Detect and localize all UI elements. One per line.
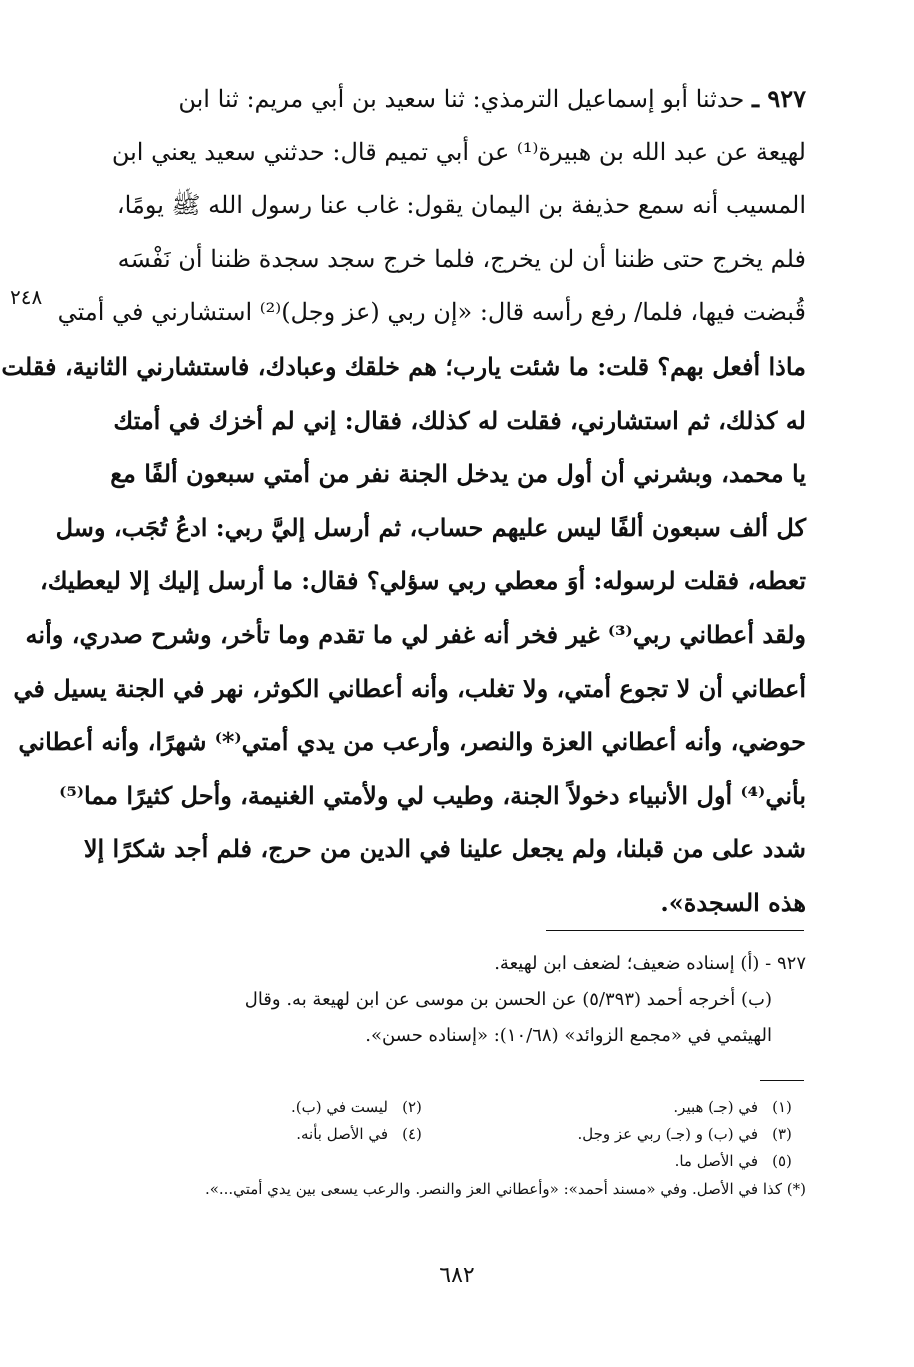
- hadith-line: المسيب أنه سمع حذيفة بن اليمان يقول: غاب عنا رسول الله ﷺ يومًا،: [116, 191, 806, 220]
- footnotes: [66, 1094, 806, 1203]
- hadith-line-text: حدثنا أبو إسماعيل الترمذي: ثنا سعيد بن أبي مريم: ثنا ابن: [178, 85, 745, 113]
- hadith-line: هذه السجدة».: [660, 887, 806, 917]
- hadith-line: بأني⁽⁴⁾ أول الأنبياء دخولاً الجنة، وطيب لي ولأمتي الغنيمة، وأحل كثيرًا مما⁽⁵⁾: [59, 780, 806, 810]
- hadith-line: شدد على من قبلنا، ولم يجعل علينا في الدين من حرج، فلم أجد شكرًا إلا: [83, 834, 806, 864]
- hadith-line: له كذلك، ثم استشارني، فقلت له كذلك، فقال: إني لم أخزك في أمتك: [113, 405, 806, 435]
- hadith-line: فلم يخرج حتى ظننا أن لن يخرج، فلما خرج سجد سجدة ظننا أن نَفْسَه: [117, 244, 806, 273]
- footnote-separator: [760, 1080, 804, 1081]
- footnote: [66, 1121, 436, 1148]
- footnote-number: (٤): [402, 1125, 422, 1143]
- footnote-text: ليست في (ب).: [290, 1098, 388, 1116]
- hadith-number: ٩٢٧ ـ: [751, 84, 806, 113]
- footnote-row: [66, 1148, 806, 1175]
- margin-page-number: ٢٤٨: [10, 285, 43, 309]
- hadith-line: حوضي، وأنه أعطاني العزة والنصر، وأرعب من يدي أمتي⁽*⁾ شهرًا، وأنه أعطاني: [18, 727, 806, 757]
- footnote-number: (٥): [772, 1152, 792, 1170]
- star-footnote: (*) كذا في الأصل. وفي «مسند أحمد»: «وأعطاني العز والنصر. والرعب يسعى بين يدي أمتي...».: [204, 1180, 806, 1198]
- footnote-text: في (جـ) هبير.: [673, 1098, 758, 1116]
- hadith-line: يا محمد، وبشرني أن أول من يدخل الجنة نفر من أمتي سبعون ألفًا مع: [110, 459, 806, 489]
- commentary-line: الهيثمي في «مجمع الزوائد» (١٠/٦٨): «إسناده حسن».: [365, 1025, 772, 1046]
- footnote-text: في الأصل ما.: [674, 1152, 758, 1170]
- hadith-line: [66, 72, 806, 126]
- hadith-line: قُبضت فيها، فلما/ رفع رأسه قال: «إن ربي (عز وجل)⁽²⁾ استشارني في أمتي: [57, 298, 806, 327]
- commentary-line: ٩٢٧ - (أ) إسناده ضعيف؛ لضعف ابن لهيعة.: [494, 953, 806, 974]
- page-number: ٦٨٢: [439, 1263, 475, 1288]
- footnote-row: [66, 1121, 806, 1148]
- footnote: [66, 1094, 436, 1121]
- footnote-number: (١): [772, 1098, 792, 1116]
- footnote: [436, 1121, 806, 1148]
- footnote-number: (٣): [772, 1125, 792, 1143]
- footnote-text: في الأصل بأنه.: [296, 1125, 388, 1143]
- hadith-line: تعطه، فقلت لرسوله: أوَ معطي ربي سؤلي؟ فقال: ما أرسل إليك إلا ليعطيك،: [39, 566, 806, 596]
- footnote-number: (٢): [402, 1098, 422, 1116]
- hadith-line: لهيعة عن عبد الله بن هبيرة⁽¹⁾ عن أبي تميم قال: حدثني سعيد يعني ابن: [111, 137, 806, 166]
- hadith-line: كل ألف سبعون ألفًا ليس عليهم حساب، ثم أرسل إليَّ ربي: ادعُ تُجَب، وسل: [55, 512, 806, 542]
- commentary: [66, 946, 806, 1054]
- footnote: [436, 1094, 806, 1121]
- separator-line: [546, 930, 804, 931]
- footnote-row: [66, 1094, 806, 1121]
- hadith-line: ماذا أفعل بهم؟ قلت: ما شئت يارب؛ هم خلقك وعبادك، فاستشارني الثانية، فقلت: [1, 351, 806, 381]
- footnote: [436, 1148, 806, 1175]
- hadith-line: أعطاني أن لا تجوع أمتي، ولا تغلب، وأنه أعطاني الكوثر، نهر في الجنة يسيل في: [13, 673, 806, 703]
- hadith-line: ولقد أعطاني ربي⁽³⁾ غير فخر أنه غفر لي ما تقدم وما تأخر، وشرح صدري، وأنه: [25, 619, 806, 649]
- footnote-text: في (ب) و (جـ) ربي عز وجل.: [577, 1125, 758, 1143]
- commentary-line: (ب) أخرجه أحمد (٥/٣٩٣) عن الحسن بن موسى عن ابن لهيعة به. وقال: [244, 989, 772, 1010]
